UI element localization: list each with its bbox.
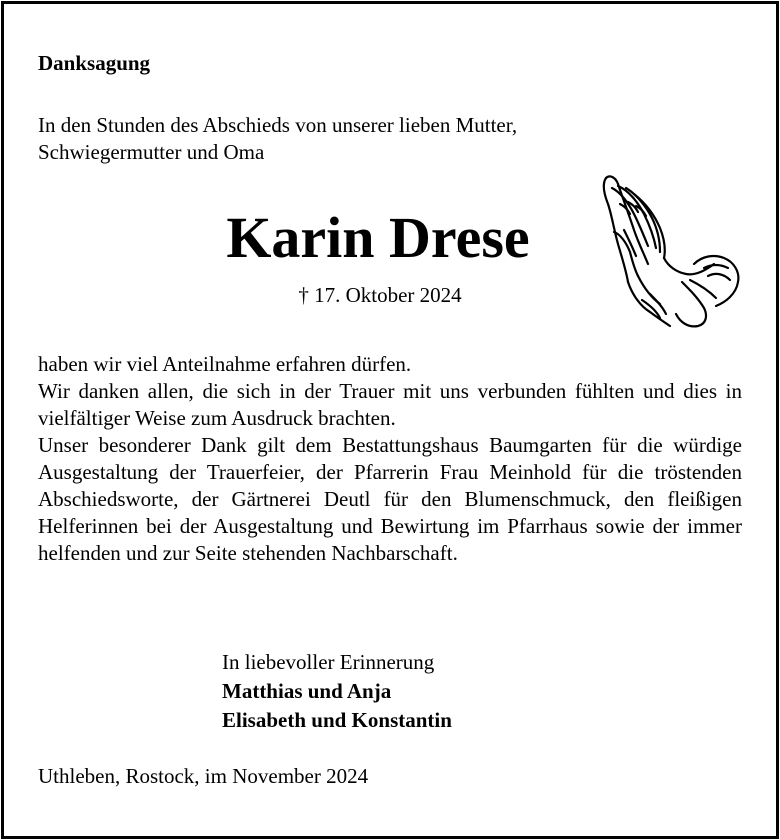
praying-hands-icon — [598, 172, 744, 328]
closing-block — [222, 648, 452, 735]
place-date: Uthleben, Rostock, im November 2024 — [38, 764, 369, 788]
intro-line: Schwiegermutter und Oma — [38, 140, 265, 164]
mourner-names: Elisabeth und Konstantin — [222, 708, 452, 732]
body-paragraph: Wir danken allen, die sich in der Trauer mit uns verbunden fühlten und dies in vielfältiger Weise zum Ausdruck brachten. — [38, 379, 742, 430]
mourner-names: Matthias und Anja — [222, 679, 392, 703]
heading-danksagung: Danksagung — [38, 51, 151, 75]
intro-line: In den Stunden des Abschieds von unserer lieben Mutter, — [38, 113, 518, 137]
body-paragraph: haben wir viel Anteilnahme erfahren dürfen. — [38, 352, 412, 376]
death-date: † 17. Oktober 2024 — [298, 283, 462, 307]
deceased-name: Karin Drese — [226, 205, 530, 270]
intro-text — [38, 112, 517, 166]
body-paragraph: Unser besonderer Dank gilt dem Bestattungshaus Baumgarten für die würdige Ausgestaltung der Trauerfeier, der Pfarrerin Frau Meinhold für die tröstenden Abschiedsworte, der Gärtnerei Deutl für den Blumenschmuck, den fleißigen Helferinnen bei der Ausgestaltung und Bewirtung im Pfarrhaus sowie der immer helfenden und zur Seite stehenden Nachbarschaft. — [38, 433, 742, 565]
body-text — [38, 351, 742, 567]
closing-phrase: In liebevoller Erinnerung — [222, 650, 435, 674]
